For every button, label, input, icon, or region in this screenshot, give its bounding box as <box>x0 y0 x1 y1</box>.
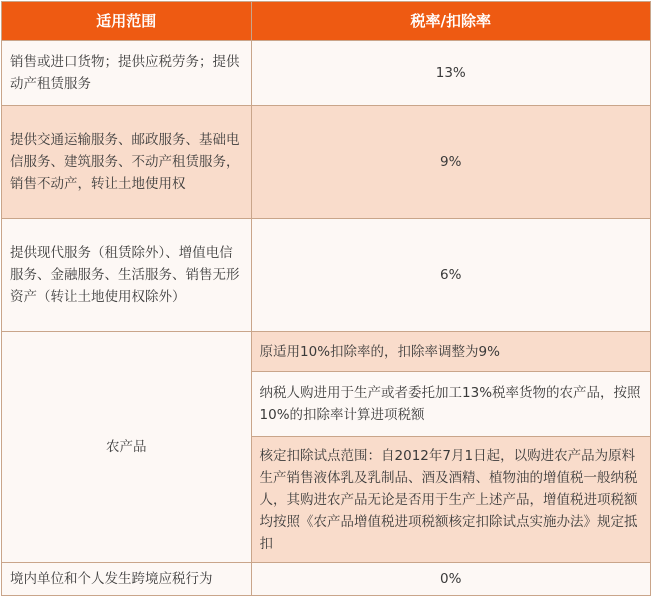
scope-cell: 境内单位和个人发生跨境应税行为 <box>2 563 252 596</box>
rate-cell: 0% <box>251 563 650 596</box>
header-row <box>2 2 651 41</box>
rate-cell: 13% <box>251 41 650 106</box>
table-row <box>2 106 651 219</box>
scope-cell: 销售或进口货物；提供应税劳务；提供动产租赁服务 <box>2 41 252 106</box>
table-row <box>2 563 651 596</box>
agri-rule-cell: 核定扣除试点范围：自2012年7月1日起，以购进农产品为原料生产销售液体乳及乳制品、酒及酒精、植物油的增值税一般纳税人，其购进农产品无论是否用于生产上述产品，增值税进项税额均按照《农产品增值税进项税额核定扣除试点实施办法》规定抵扣 <box>251 437 650 563</box>
scope-cell: 提供交通运输服务、邮政服务、基础电信服务、建筑服务、不动产租赁服务，销售不动产，转让土地使用权 <box>2 106 252 219</box>
rate-cell: 9% <box>251 106 650 219</box>
agri-scope-cell: 农产品 <box>2 332 252 563</box>
header-rate: 税率/扣除率 <box>251 2 650 41</box>
rate-cell: 6% <box>251 219 650 332</box>
header-scope: 适用范围 <box>2 2 252 41</box>
agri-rule-cell: 纳税人购进用于生产或者委托加工13%税率货物的农产品，按照10%的扣除率计算进项税额 <box>251 372 650 437</box>
table-row <box>2 332 651 372</box>
scope-cell: 提供现代服务（租赁除外）、增值电信服务、金融服务、生活服务、销售无形资产（转让土地使用权除外） <box>2 219 252 332</box>
table-row <box>2 41 651 106</box>
table-row <box>2 219 651 332</box>
tax-rate-table <box>1 1 651 596</box>
agri-rule-cell: 原适用10%扣除率的，扣除率调整为9% <box>251 332 650 372</box>
